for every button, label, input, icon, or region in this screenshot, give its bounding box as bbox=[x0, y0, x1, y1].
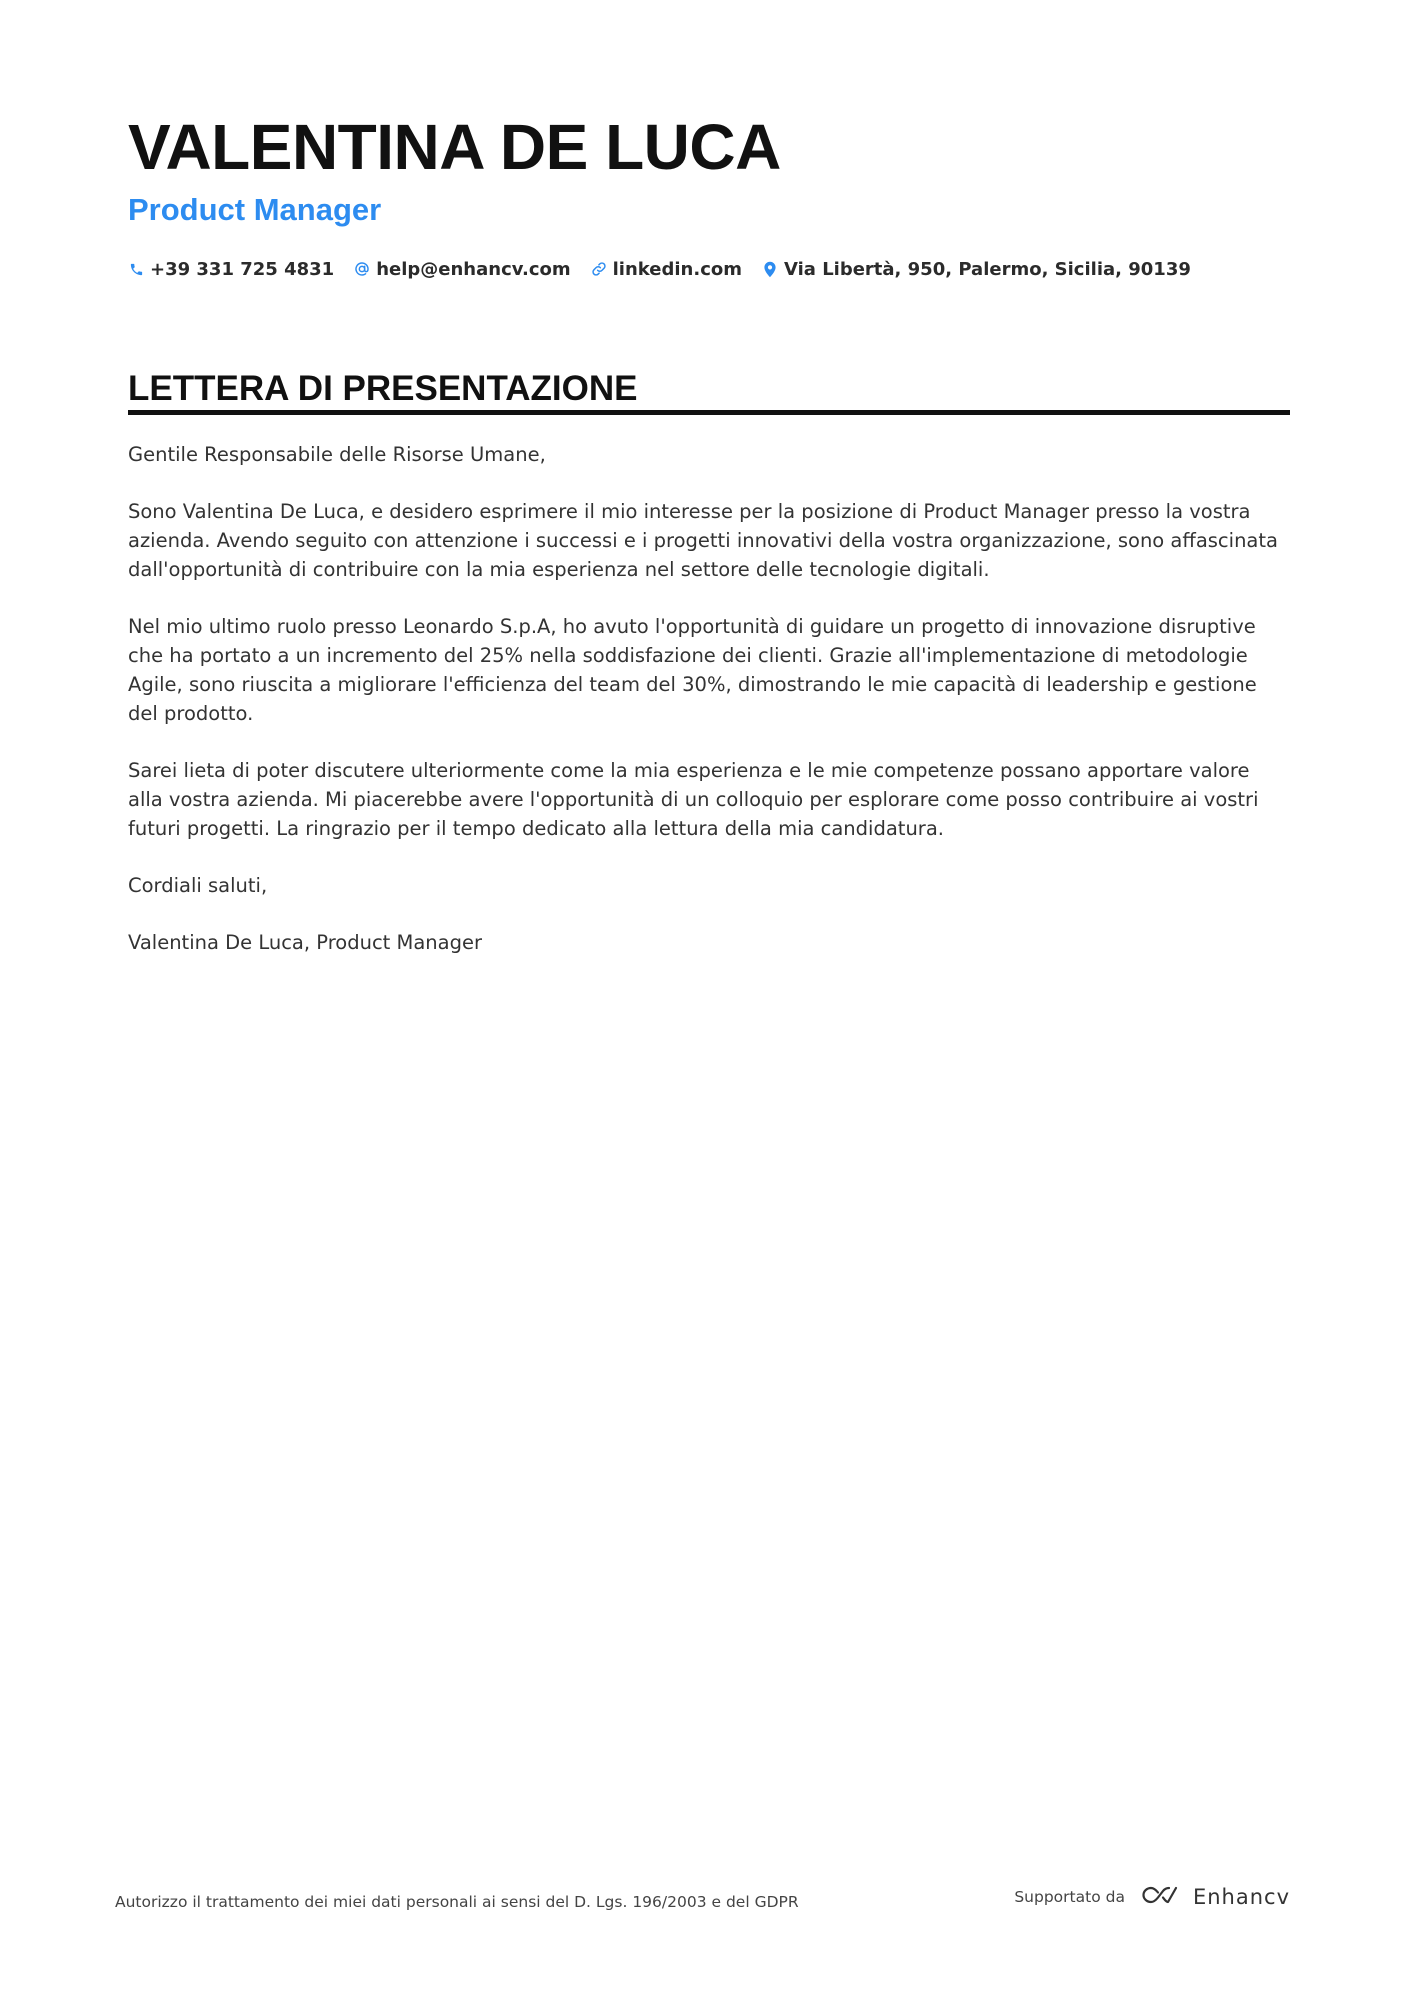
letter-greeting: Gentile Responsabile delle Risorse Umane, bbox=[128, 443, 546, 466]
contact-bar bbox=[128, 254, 1191, 284]
candidate-name: VALENTINA DE LUCA bbox=[128, 111, 781, 183]
powered-by-label: Supportato da bbox=[1014, 1888, 1125, 1906]
contact-email[interactable] bbox=[354, 259, 570, 280]
contact-email-text: help@enhancv.com bbox=[376, 258, 571, 280]
section-divider bbox=[128, 410, 1290, 415]
letter-signature: Valentina De Luca, Product Manager bbox=[128, 931, 482, 954]
section-title: LETTERA DI PRESENTAZIONE bbox=[128, 369, 638, 408]
phone-icon bbox=[128, 261, 144, 277]
letter-paragraph: Sarei lieta di poter discutere ulteriormente come la mia esperienza e le mie competenze possano apportare valore alla vostra azienda. Mi piacerebbe avere l'opportunità di un colloquio per esplorare come posso contribuire ai vostri futuri progetti. La ringrazio per il tempo dedicato alla lettura della mia candidatura. bbox=[128, 759, 1259, 840]
at-icon bbox=[354, 261, 370, 277]
contact-phone bbox=[128, 259, 334, 280]
letter-paragraph: Nel mio ultimo ruolo presso Leonardo S.p.A, ho avuto l'opportunità di guidare un progetto di innovazione disruptive che ha portato a un incremento del 25% nella soddisfazione dei clienti. Grazie all'implementazione di metodologie Agile, sono riuscita a migliorare l'efficienza del team del 30%, dimostrando le mie capacità di leadership e gestione del prodotto. bbox=[128, 615, 1257, 725]
contact-phone-text: +39 331 725 4831 bbox=[150, 258, 335, 280]
enhancv-logo-icon bbox=[1137, 1882, 1183, 1912]
link-icon bbox=[591, 261, 607, 277]
brand-name: Enhancv bbox=[1192, 1885, 1290, 1909]
location-pin-icon bbox=[762, 261, 778, 277]
contact-linkedin[interactable] bbox=[591, 259, 742, 280]
brand-logo[interactable] bbox=[1137, 1882, 1290, 1912]
candidate-job-title: Product Manager bbox=[128, 192, 382, 227]
contact-address bbox=[762, 259, 1191, 280]
contact-linkedin-text: linkedin.com bbox=[612, 258, 742, 280]
contact-address-text: Via Libertà, 950, Palermo, Sicilia, 90139 bbox=[784, 258, 1191, 280]
letter-closing: Cordiali saluti, bbox=[128, 874, 268, 897]
powered-by bbox=[1014, 1882, 1290, 1912]
letter-paragraph: Sono Valentina De Luca, e desidero esprimere il mio interesse per la posizione di Product Manager presso la vostra azienda. Avendo seguito con attenzione i successi e i progetti innovativi della vostra organizzazione, sono affascinata dall'opportunità di contribuire con la mia esperienza nel settore delle tecnologie digitali. bbox=[128, 500, 1278, 581]
privacy-consent-note: Autorizzo il trattamento dei miei dati personali ai sensi del D. Lgs. 196/2003 e del GDPR bbox=[115, 1893, 799, 1911]
letter-body bbox=[128, 440, 1290, 985]
